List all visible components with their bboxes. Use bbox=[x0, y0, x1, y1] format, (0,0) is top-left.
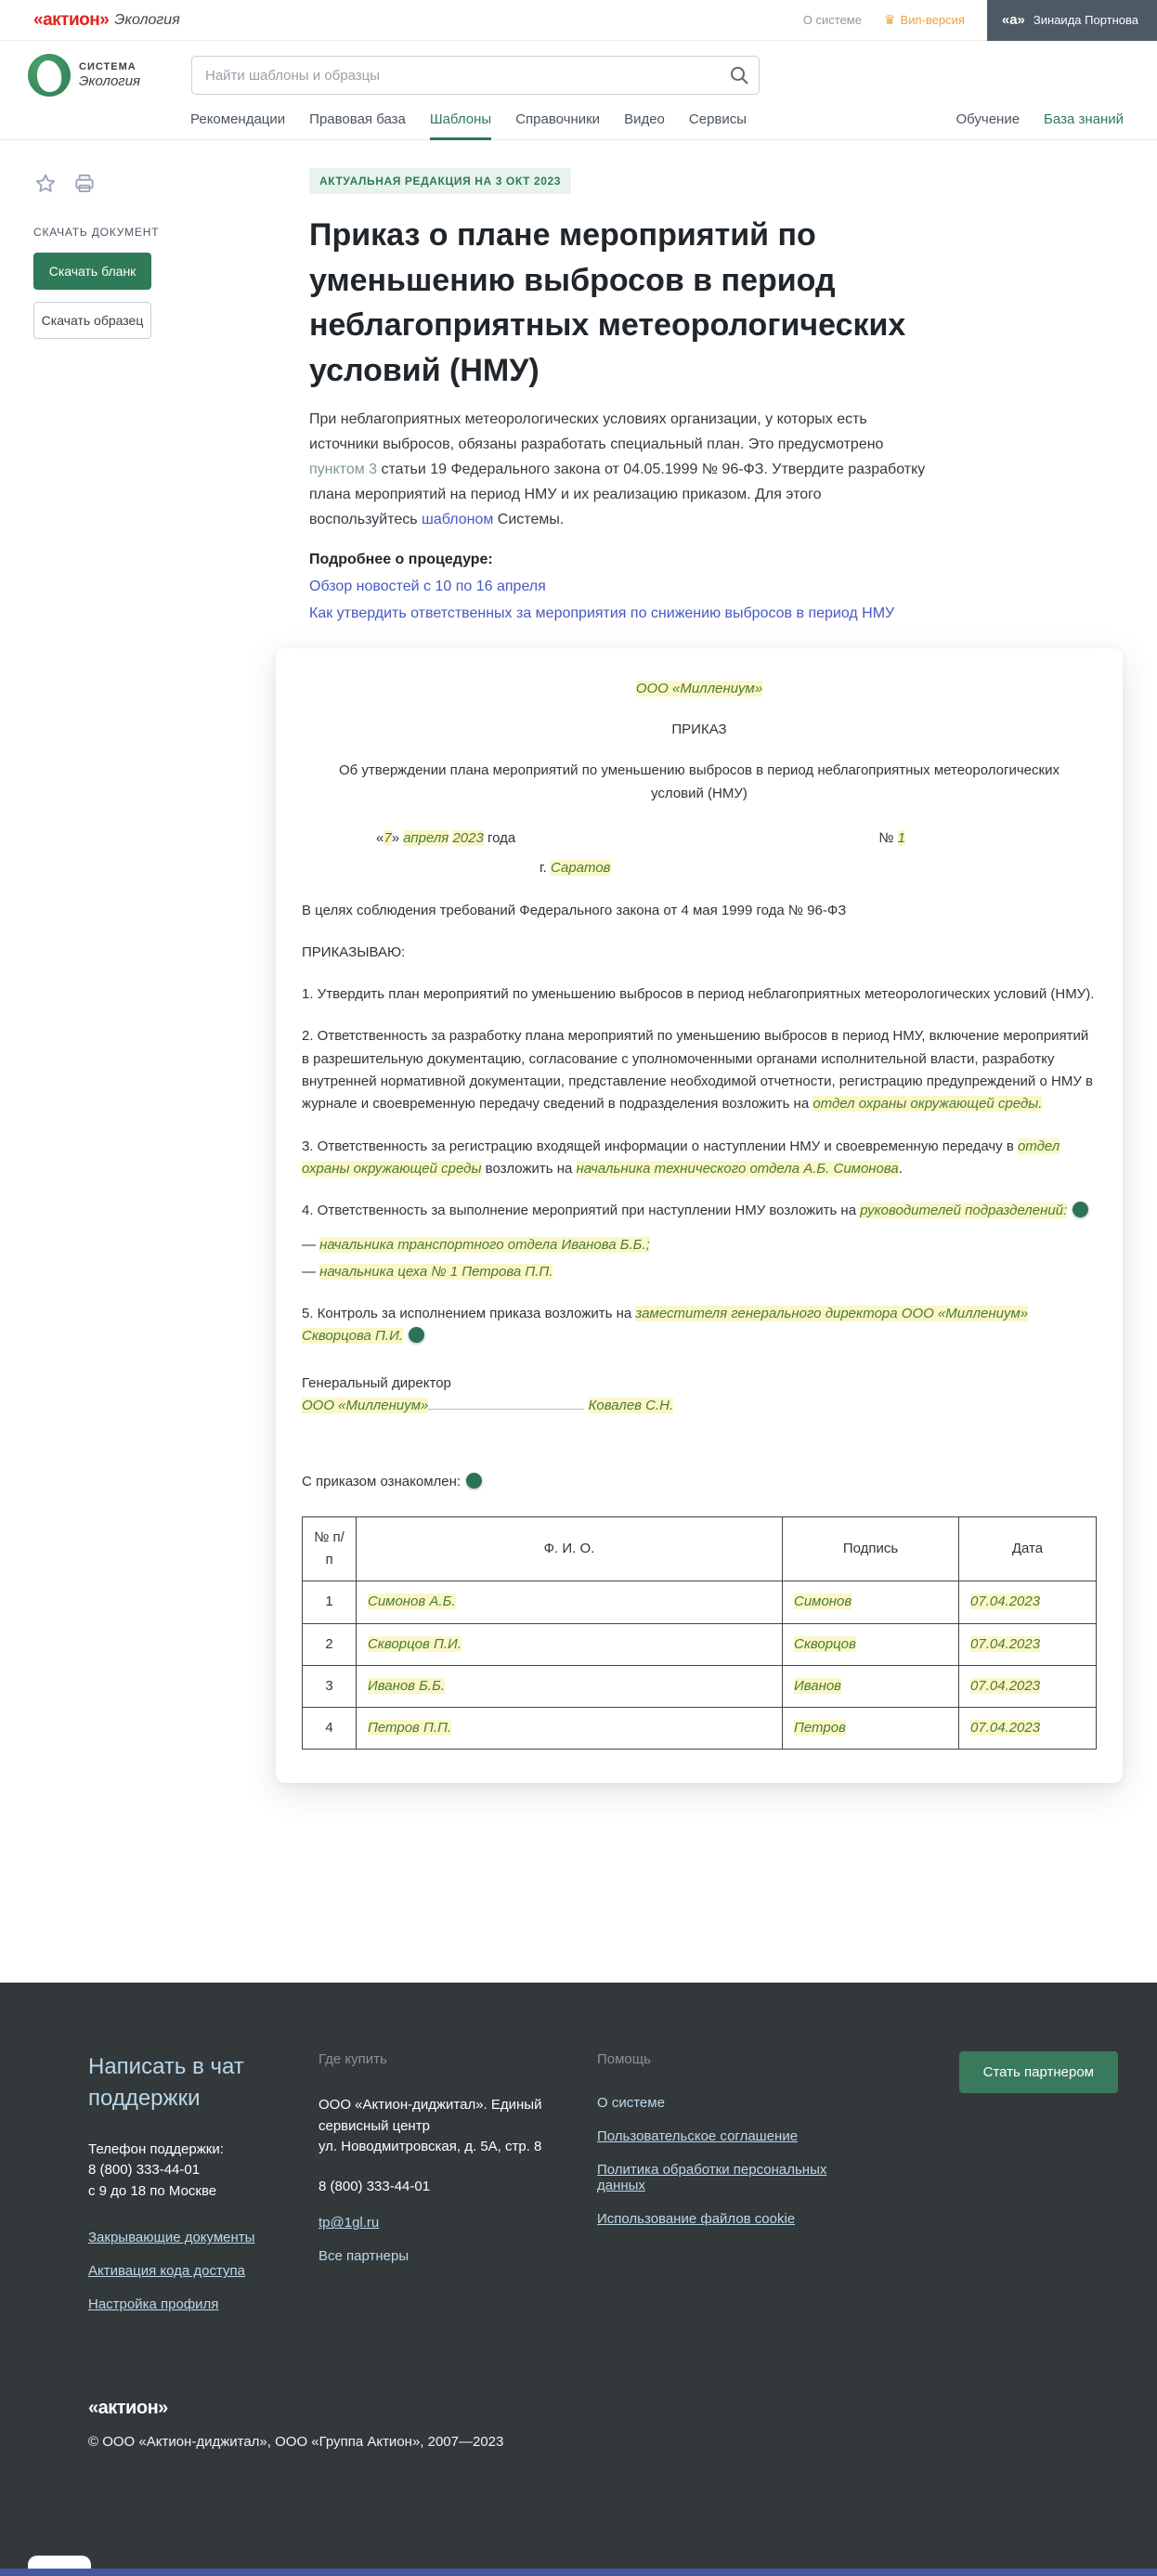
doc-order-word: ПРИКАЗЫВАЮ: bbox=[302, 943, 406, 960]
cell-name bbox=[357, 1623, 783, 1665]
template-field[interactable]: ООО «Миллениум» bbox=[635, 680, 763, 696]
procedure-link-how-to-approve[interactable]: Как утвердить ответственных за мероприятия по снижению выбросов в период НМУ bbox=[309, 605, 895, 621]
doc-text: — bbox=[302, 1236, 320, 1253]
table-row bbox=[303, 1623, 1097, 1665]
intro-text: Системы. bbox=[493, 511, 565, 527]
footer-link-code-activation[interactable]: Активация кода доступа bbox=[88, 2263, 245, 2280]
doc-signature-line bbox=[302, 1395, 1097, 1417]
doc-text: « bbox=[376, 830, 384, 846]
doc-paragraph-3 bbox=[302, 1136, 1097, 1181]
table-row bbox=[303, 1665, 1097, 1707]
footer-help-links bbox=[597, 2095, 904, 2227]
cell-name bbox=[357, 1665, 783, 1707]
table-header-name: Ф. И. О. bbox=[357, 1516, 783, 1581]
cell-date bbox=[959, 1708, 1097, 1750]
doc-text: 2. Ответственность за разработку плана мероприятий по уменьшению выбросов в период НМУ, включение мероприятий в разрешительную документацию, согласование с уполномоченными органами исполнительной власти, разработку внутренней нормативной документации, представление необходимой отчетности, регистрацию предупреждений о НМУ в журнале и своевременную передачу сведений в подразделения возложить на bbox=[302, 1028, 1093, 1112]
doc-city bbox=[540, 857, 611, 879]
template-field[interactable]: Скворцов П.И. bbox=[368, 1635, 462, 1652]
doc-acknowledgement-label bbox=[302, 1471, 1097, 1493]
footer-grid bbox=[88, 2051, 1120, 2312]
doc-text: 3. Ответственность за регистрацию входящей информации о наступлении НМУ и своевременную передачу в bbox=[302, 1138, 1018, 1154]
table-header-signature: Подпись bbox=[783, 1516, 959, 1581]
acknowledgement-table bbox=[302, 1516, 1097, 1750]
template-field[interactable]: начальника цеха № 1 Петрова П.П. bbox=[319, 1263, 553, 1280]
support-phone-label: Телефон поддержки: bbox=[88, 2140, 224, 2157]
signature-underscore-line bbox=[428, 1398, 584, 1410]
cell-num: 2 bbox=[303, 1623, 357, 1665]
intro-paragraph bbox=[309, 408, 930, 532]
chat-widget-pill[interactable] bbox=[28, 2556, 91, 2569]
template-field[interactable]: ООО «Миллениум» bbox=[302, 1398, 429, 1414]
footer-link-closing-documents[interactable]: Закрывающие документы bbox=[88, 2230, 255, 2246]
cell-num: 4 bbox=[303, 1708, 357, 1750]
aktion-footer-logo[interactable]: «актион» bbox=[88, 2398, 168, 2419]
aktion-logo-suffix: Экология bbox=[114, 11, 180, 28]
doc-list-item bbox=[302, 1261, 1097, 1283]
system-logo-line2: Экология bbox=[79, 72, 141, 89]
template-field[interactable]: отдел охраны окружающей среды bbox=[302, 1138, 1060, 1177]
where-to-buy-heading: Где купить bbox=[318, 2051, 387, 2068]
doc-text: — bbox=[302, 1263, 320, 1280]
doc-text: года bbox=[483, 830, 516, 846]
info-dot-icon[interactable] bbox=[1072, 1202, 1088, 1217]
doc-text: 4. Ответственность за выполнение мероприятий при наступлении НМУ возложить на bbox=[302, 1203, 861, 1219]
cell-date bbox=[959, 1623, 1097, 1665]
info-dot-icon[interactable] bbox=[409, 1327, 424, 1343]
system-logo-text bbox=[79, 61, 140, 89]
search-bar bbox=[191, 56, 760, 95]
doc-text: возложить на bbox=[481, 1160, 577, 1177]
template-field[interactable]: 07.04.2023 bbox=[970, 1635, 1041, 1652]
nav-item-legal-base[interactable]: Правовая база bbox=[309, 111, 406, 127]
template-field[interactable]: начальника транспортного отдела Иванова Б.Б.; bbox=[319, 1236, 650, 1253]
footer-support-links bbox=[88, 2230, 318, 2312]
aktion-logo[interactable]: «актион» bbox=[33, 9, 110, 30]
sidebar-icons bbox=[33, 172, 191, 196]
seller-phone: 8 (800) 333-44-01 bbox=[318, 2178, 431, 2194]
template-field[interactable]: 1 bbox=[897, 830, 905, 846]
doc-text: . bbox=[898, 1160, 903, 1177]
chat-support-link[interactable]: Написать в чат поддержки bbox=[88, 2054, 244, 2111]
table-row bbox=[303, 1708, 1097, 1750]
nav-item-recommendations[interactable]: Рекомендации bbox=[190, 111, 286, 127]
doc-paragraph-5 bbox=[302, 1303, 1097, 1348]
footer-link-profile-settings[interactable]: Настройка профиля bbox=[88, 2296, 219, 2313]
template-field[interactable]: заместителя генерального директора ООО «Миллениум» Скворцова П.И. bbox=[302, 1306, 1029, 1345]
intro-text: статьи 19 Федерального закона от 04.05.1999 № 96-ФЗ. Утвердите разработку плана мероприятий на период НМУ и их реализацию приказом. Для этого воспользуйтесь bbox=[309, 462, 926, 527]
cell-signature bbox=[783, 1665, 959, 1707]
cell-signature bbox=[783, 1623, 959, 1665]
system-logo-line1: СИСТЕМА bbox=[79, 61, 136, 73]
user-account-chip[interactable] bbox=[987, 0, 1157, 41]
support-hours: с 9 до 18 по Москве bbox=[88, 2182, 217, 2199]
template-field[interactable]: апреля bbox=[403, 830, 449, 846]
search-input[interactable] bbox=[191, 56, 760, 95]
doc-text: » bbox=[391, 830, 404, 846]
cell-date bbox=[959, 1581, 1097, 1623]
doc-date bbox=[376, 827, 515, 850]
nav-item-video[interactable]: Видео bbox=[624, 111, 665, 127]
top-utility-bar bbox=[0, 0, 1157, 41]
seller-address: ул. Новодмитровская, д. 5А, стр. 8 bbox=[318, 2139, 542, 2155]
search-icon[interactable] bbox=[728, 64, 750, 86]
cell-date bbox=[959, 1665, 1097, 1707]
doc-number bbox=[878, 827, 905, 850]
cell-name bbox=[357, 1581, 783, 1623]
template-field[interactable]: отдел охраны окружающей среды. bbox=[812, 1096, 1043, 1112]
actual-revision-badge: АКТУАЛЬНАЯ РЕДАКЦИЯ НА 3 ОКТ 2023 bbox=[309, 168, 571, 194]
table-row bbox=[303, 1581, 1097, 1623]
intro-template-link[interactable]: шаблоном bbox=[422, 511, 494, 527]
template-field[interactable]: Ковалев С.Н. bbox=[588, 1398, 674, 1414]
template-field[interactable]: Симонов А.Б. bbox=[368, 1594, 456, 1610]
template-field[interactable]: 2023 bbox=[452, 830, 484, 846]
template-field[interactable]: 7 bbox=[384, 830, 392, 846]
doc-paragraph-2 bbox=[302, 1025, 1097, 1115]
system-logo[interactable] bbox=[28, 54, 188, 97]
bottom-accent-strip bbox=[0, 2569, 1157, 2576]
support-phone: 8 (800) 333-44-01 bbox=[88, 2162, 201, 2179]
footer-bottom bbox=[88, 2398, 1120, 2569]
become-partner-button[interactable]: Стать партнером bbox=[959, 2051, 1118, 2093]
cell-signature bbox=[783, 1708, 959, 1750]
footer-link-about-system[interactable]: О системе bbox=[597, 2095, 665, 2112]
download-sample-button[interactable]: Скачать образец bbox=[33, 302, 151, 339]
info-dot-icon[interactable] bbox=[466, 1473, 482, 1489]
intro-text: При неблагоприятных метеорологических условиях организации, у которых есть источники выбросов, обязаны разработать специальный план. Это предусмотрено bbox=[309, 411, 884, 453]
table-header-row bbox=[303, 1516, 1097, 1581]
cell-signature bbox=[783, 1581, 959, 1623]
doc-text bbox=[584, 1398, 588, 1413]
template-field[interactable]: Иванов bbox=[794, 1677, 841, 1694]
main-area bbox=[0, 140, 1157, 1783]
cell-num: 3 bbox=[303, 1665, 357, 1707]
main-nav bbox=[0, 104, 1157, 140]
doc-text: 1. Утвердить план мероприятий по уменьшению выбросов в период неблагоприятных метеорологических условий (НМУ). bbox=[302, 986, 1095, 1003]
template-field[interactable]: Петров П.П. bbox=[368, 1720, 452, 1737]
cell-name bbox=[357, 1708, 783, 1750]
user-avatar-icon: «а» bbox=[1001, 12, 1025, 28]
footer-col-help bbox=[597, 2051, 904, 2312]
doc-date-row bbox=[302, 827, 1097, 850]
footer-link-cookie-usage[interactable]: Использование файлов cookie bbox=[597, 2211, 796, 2228]
template-field[interactable]: 07.04.2023 bbox=[970, 1677, 1041, 1694]
template-field[interactable]: 07.04.2023 bbox=[970, 1720, 1041, 1737]
table-header-num: № п/п bbox=[303, 1516, 357, 1581]
doc-paragraph-1 bbox=[302, 983, 1097, 1006]
doc-heading: ПРИКАЗ bbox=[671, 722, 727, 738]
footer-link-user-agreement[interactable]: Пользовательское соглашение bbox=[597, 2128, 799, 2145]
nav-item-templates[interactable]: Шаблоны bbox=[429, 111, 492, 127]
template-field[interactable]: Петров bbox=[794, 1720, 846, 1737]
page-title: Приказ о плане мероприятий по уменьшению выбросов в период неблагоприятных метеорологических условий (НМУ) bbox=[309, 217, 906, 388]
more-about-procedure-label: Подробнее о процедуре: bbox=[309, 551, 493, 567]
doc-paragraph-4 bbox=[302, 1200, 1097, 1222]
doc-list-item bbox=[302, 1234, 1097, 1256]
footer-link-personal-data-policy[interactable]: Политика обработки персональных данных bbox=[597, 2162, 827, 2194]
copyright-text: © ООО «Актион-диджитал», ООО «Группа Актион», 2007—2023 bbox=[88, 2434, 504, 2451]
doc-organization bbox=[302, 678, 1097, 700]
article-content bbox=[302, 168, 1157, 1783]
nav-item-services[interactable]: Сервисы bbox=[688, 111, 748, 127]
doc-text: С приказом ознакомлен: bbox=[302, 1474, 462, 1490]
footer-col-support bbox=[88, 2051, 318, 2312]
vip-version-link[interactable] bbox=[884, 12, 965, 28]
doc-text: 5. Контроль за исполнением приказа возложить на bbox=[302, 1306, 636, 1322]
nav-item-training[interactable]: Обучение bbox=[956, 111, 1020, 127]
doc-responsible-list bbox=[302, 1234, 1097, 1284]
template-field[interactable]: 07.04.2023 bbox=[970, 1594, 1041, 1610]
doc-signature-role: Генеральный директор bbox=[302, 1374, 451, 1391]
header bbox=[0, 41, 1157, 104]
topbar-right bbox=[803, 0, 1157, 41]
procedure-link-news-review[interactable]: Обзор новостей с 10 по 16 апреля bbox=[309, 578, 546, 594]
footer-link-email[interactable]: tp@1gl.ru bbox=[318, 2215, 380, 2231]
footer-col-where-to-buy bbox=[318, 2051, 597, 2312]
doc-purpose: В целях соблюдения требований Федерального закона от 4 мая 1999 года № 96-ФЗ bbox=[302, 902, 847, 918]
doc-subject: Об утверждении плана мероприятий по уменьшению выбросов в период неблагоприятных метеорологических условий (НМУ) bbox=[339, 762, 1060, 801]
download-blank-button[interactable]: Скачать бланк bbox=[33, 253, 151, 290]
vip-version-label: Вип-версия bbox=[900, 13, 965, 27]
doc-text: № bbox=[878, 830, 898, 846]
crown-icon: ♛ bbox=[883, 12, 896, 27]
template-field[interactable]: Иванов Б.Б. bbox=[368, 1677, 446, 1694]
seller-org: ООО «Актион-диджитал». Единый сервисный центр bbox=[318, 2097, 542, 2134]
cell-num: 1 bbox=[303, 1581, 357, 1623]
print-icon[interactable] bbox=[72, 172, 97, 196]
intro-law-link[interactable]: пунктом 3 bbox=[309, 462, 378, 478]
nav-right bbox=[956, 111, 1124, 127]
favorite-star-icon[interactable] bbox=[33, 172, 58, 196]
footer-link-all-partners[interactable]: Все партнеры bbox=[318, 2248, 410, 2265]
help-heading: Помощь bbox=[597, 2051, 651, 2068]
doc-text: г. bbox=[540, 860, 551, 877]
nav-item-knowledge-base[interactable]: База знаний bbox=[1044, 111, 1124, 127]
template-field[interactable]: Симонов bbox=[794, 1594, 852, 1610]
document-template-card bbox=[276, 648, 1123, 1784]
download-document-label: СКАЧАТЬ ДОКУМЕНТ bbox=[33, 226, 160, 239]
document-sidebar bbox=[33, 172, 191, 339]
table-header-date: Дата bbox=[959, 1516, 1097, 1581]
about-system-link[interactable]: О системе bbox=[802, 13, 862, 27]
template-field[interactable]: начальника технического отдела А.Б. Симонова bbox=[576, 1160, 899, 1177]
system-logo-icon bbox=[28, 54, 71, 97]
doc-signature-block bbox=[302, 1373, 1097, 1418]
template-field[interactable]: Скворцов bbox=[794, 1635, 856, 1652]
nav-item-directories[interactable]: Справочники bbox=[515, 111, 601, 127]
user-name: Зинаида Портнова bbox=[1033, 13, 1138, 27]
footer bbox=[0, 1983, 1157, 2569]
template-field[interactable]: Саратов bbox=[550, 860, 611, 877]
template-field[interactable]: руководителей подразделений: bbox=[860, 1203, 1068, 1219]
